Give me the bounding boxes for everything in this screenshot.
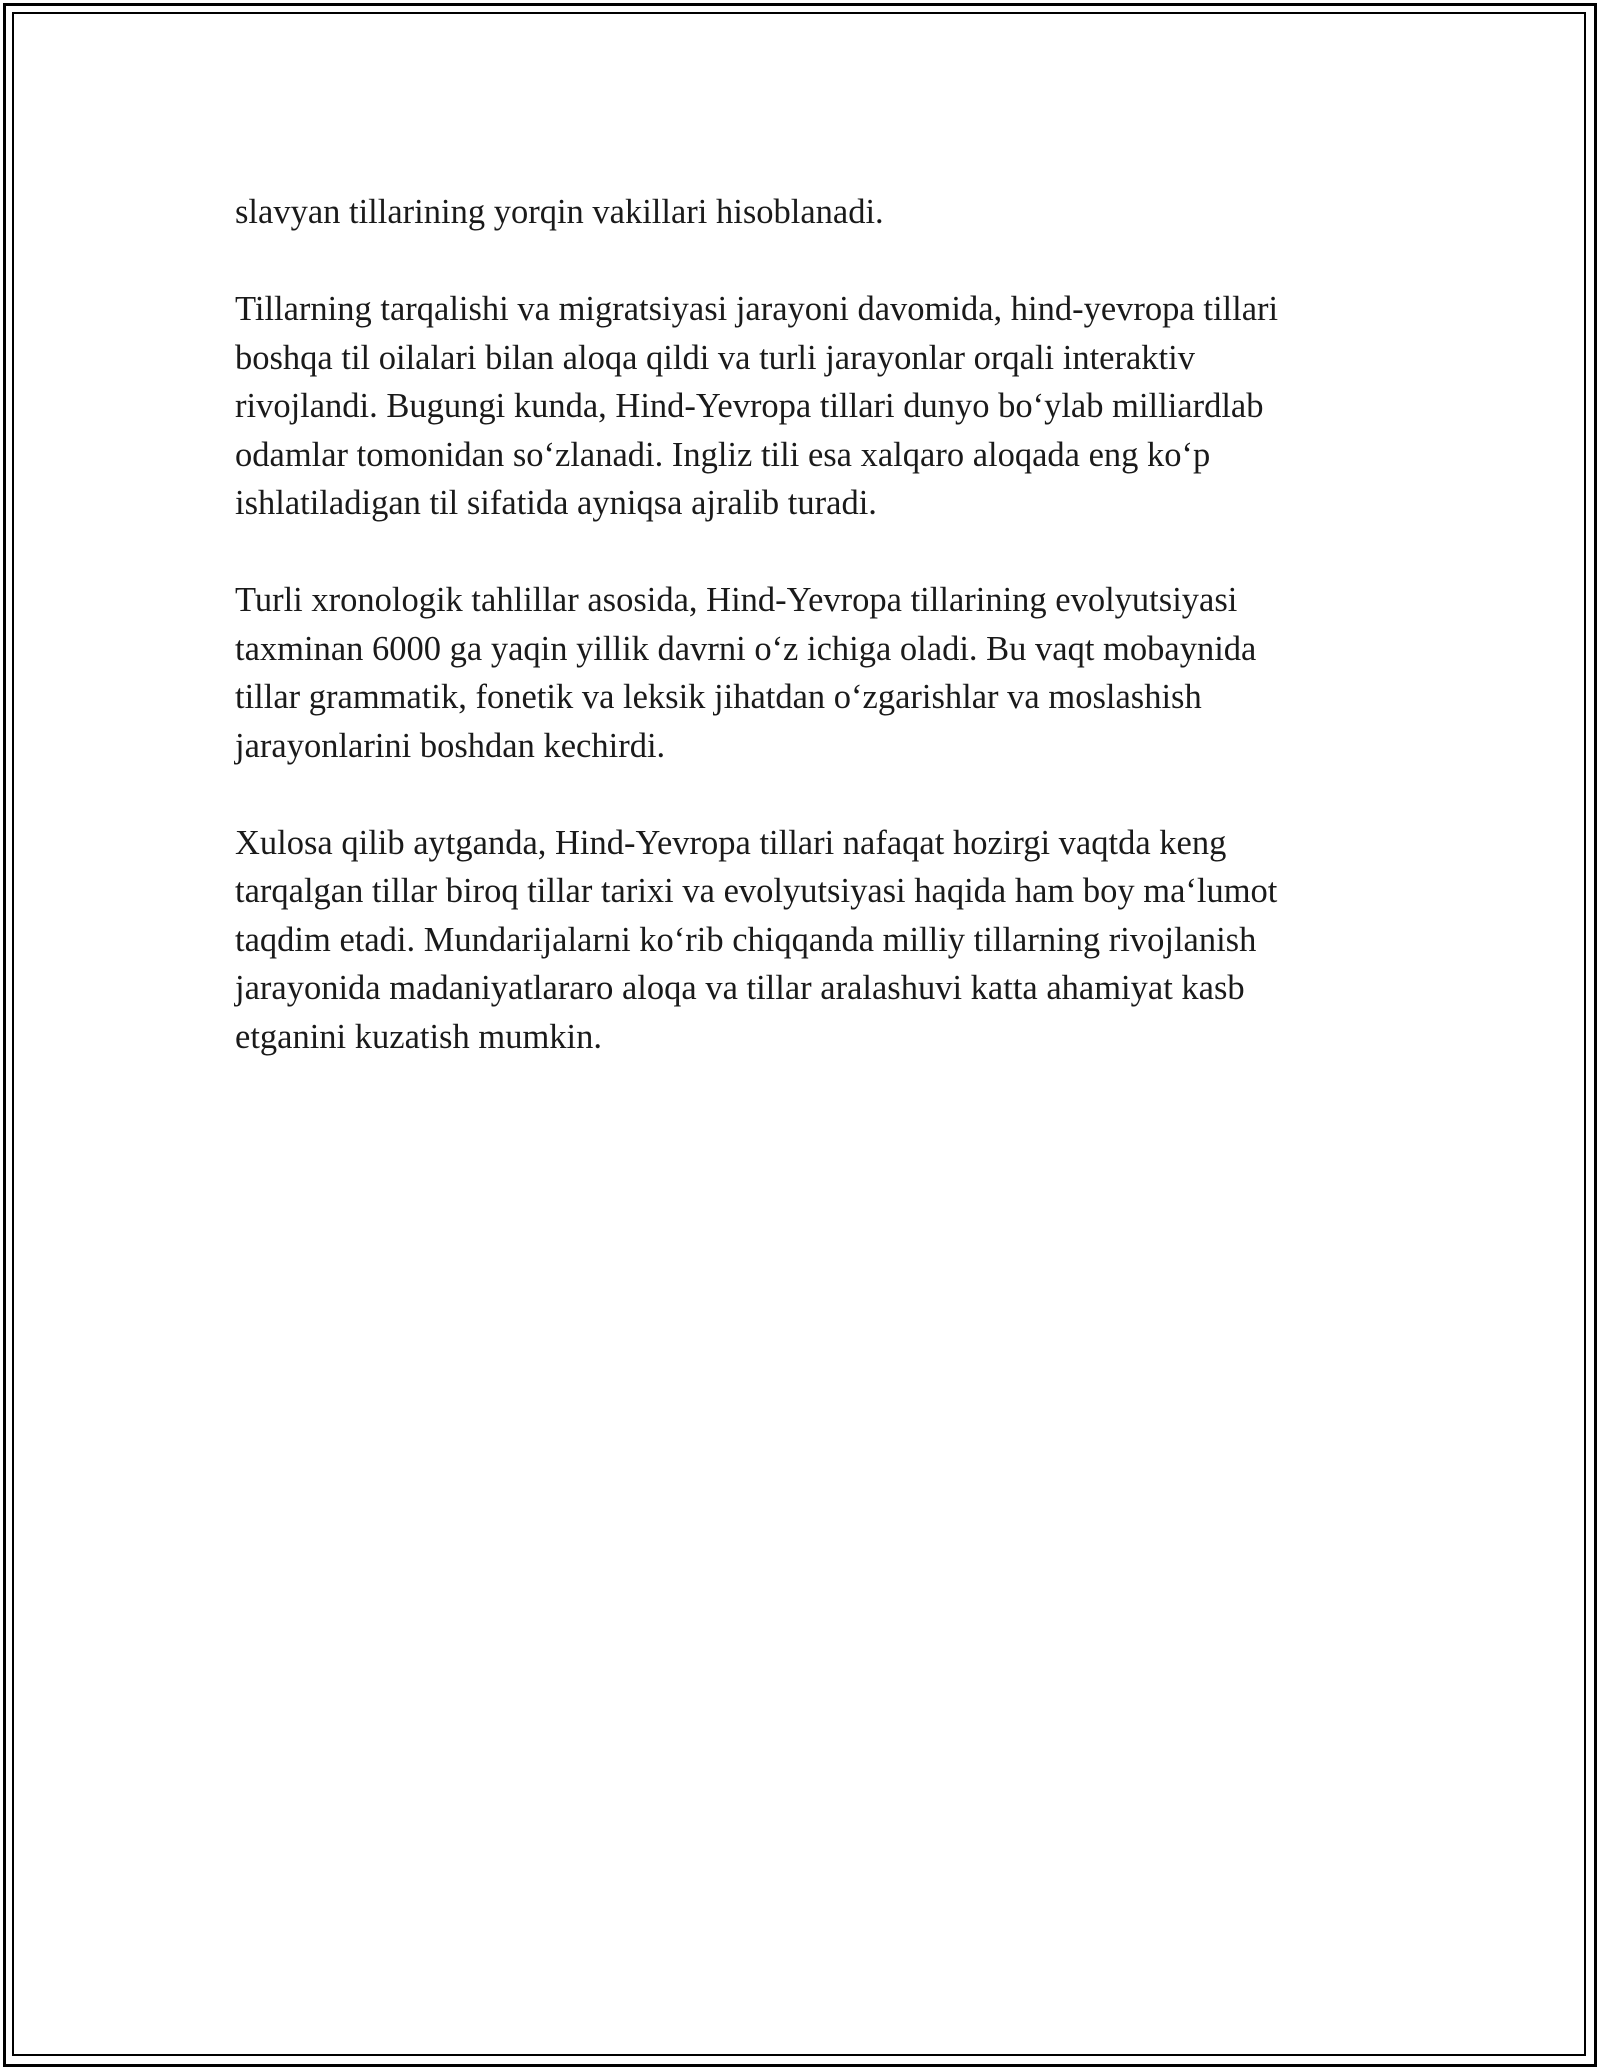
text-line: taqdim etadi. Mundarijalarni ko‘rib chiqqanda milliy tillarning rivojlanish — [235, 920, 1257, 959]
text-line: tillar grammatik, fonetik va leksik jihatdan o‘zgarishlar va moslashish — [235, 678, 1202, 716]
text-line: rivojlandi. Bugungi kunda, Hind-Yevropa tillari dunyo bo‘ylab milliardlab — [235, 387, 1264, 425]
text-line: Turli xronologik tahlillar asosida, Hind-Yevropa tillarining evolyutsiyasi — [235, 581, 1238, 619]
text-line: jarayonida madaniyatlararo aloqa va tillar aralashuvi katta ahamiyat kasb — [235, 969, 1245, 1007]
text-line: boshqa til oilalari bilan aloqa qildi va turli jarayonlar orqali interaktiv — [235, 338, 1195, 377]
text-line: slavyan tillarining yorqin vakillari hisoblanadi. — [235, 193, 884, 231]
text-line: odamlar tomonidan so‘zlanadi. Ingliz tili esa xalqaro aloqada eng ko‘p — [235, 435, 1211, 474]
text-line: etganini kuzatish mumkin. — [235, 1017, 602, 1056]
text-line: Xulosa qilib aytganda, Hind-Yevropa tillari nafaqat hozirgi vaqtda keng — [235, 823, 1227, 862]
document-body — [235, 188, 1365, 1110]
text-line: ishlatiladigan til sifatida ayniqsa ajralib turadi. — [235, 484, 877, 522]
text-line: tarqalgan tillar biroq tillar tarixi va evolyutsiyasi haqida ham boy ma‘lumot — [235, 872, 1278, 910]
paragraph — [235, 576, 1365, 770]
paragraph — [235, 819, 1365, 1062]
text-line: Tillarning tarqalishi va migratsiyasi jarayoni davomida, hind-yevropa tillari — [235, 290, 1279, 328]
text-line: taxminan 6000 ga yaqin yillik davrni o‘z ichiga oladi. Bu vaqt mobaynida — [235, 629, 1257, 668]
text-line: jarayonlarini boshdan kechirdi. — [235, 726, 666, 765]
paragraph — [235, 285, 1365, 528]
paragraph — [235, 188, 1365, 237]
